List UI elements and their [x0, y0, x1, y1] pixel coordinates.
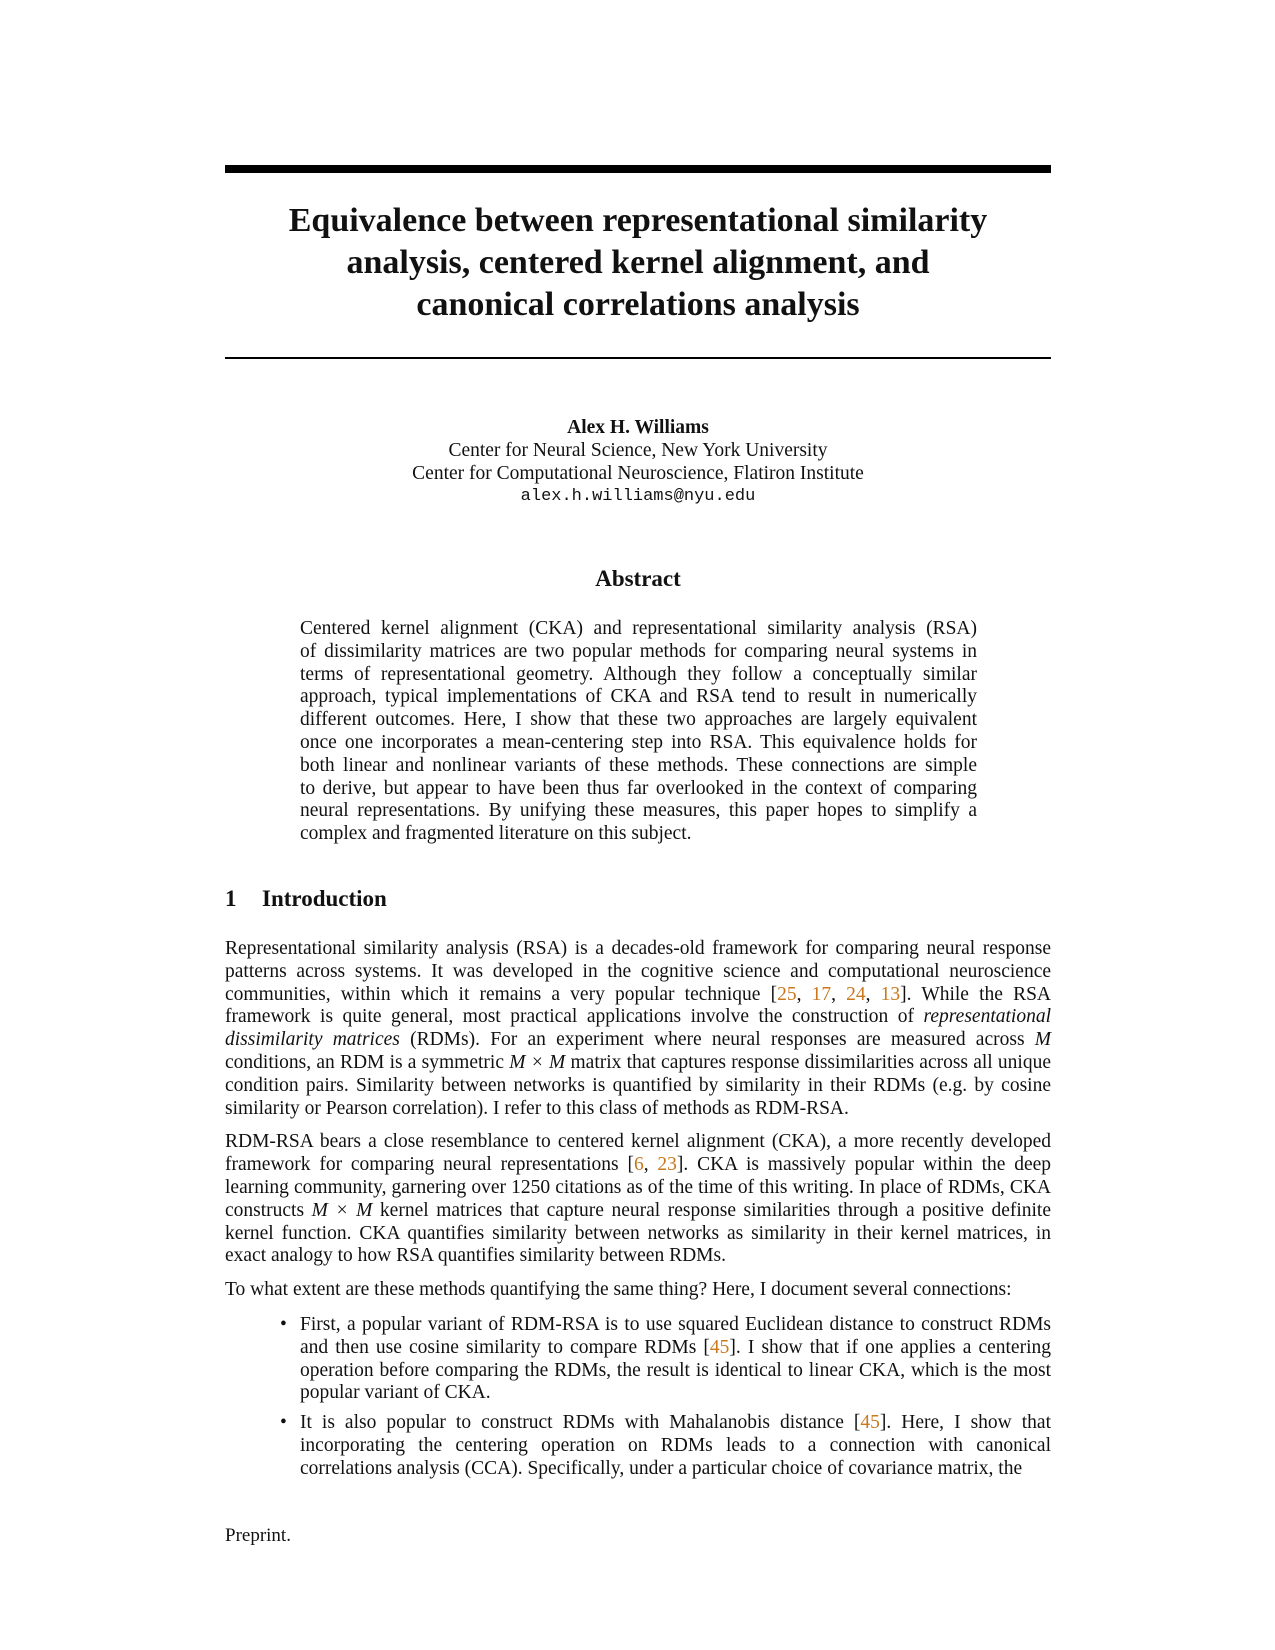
- list-item: [280, 1313, 1051, 1405]
- abstract-line: neural representations. By unifying these measures, this paper hopes to simplify a: [300, 800, 977, 822]
- title-line: canonical correlations analysis: [416, 286, 860, 323]
- introduction-body: [225, 938, 1051, 1488]
- title-line: Equivalence between representational similarity: [288, 202, 988, 239]
- intro-paragraph-2: RDM-RSA bears a close resemblance to centered kernel alignment (CKA), a more recently developed framework for comparing neural representations [6, 23]. CKA is massively popular within the deep learning community, garnering over 1250 citations as of the time of this writing. In place of RDMs, CKA constructs M × M kernel matrices that capture neural response similarities through a positive definite kernel function. CKA quantifies similarity between networks as similarity in their kernel matrices, in exact analogy to how RSA quantifies similarity between RDMs.: [225, 1131, 1052, 1267]
- bullet-icon: •: [280, 1313, 287, 1335]
- text-run: RDM-RSA bears a close resemblance to centered kernel alignment (CKA), a more recently developed framework for comparing neural representations [: [225, 1131, 1051, 1176]
- section-title: Introduction: [262, 886, 387, 911]
- abstract-line: of dissimilarity matrices are two popular methods for comparing neural systems in: [300, 640, 977, 662]
- list-item: [280, 1412, 1051, 1480]
- text-run: Representational similarity analysis (RSA) is a decades-old framework for comparing neural response patterns across systems. It was developed in the cognitive science and computational neuroscience communities, within which it remains a very popular technique [: [225, 938, 1051, 1005]
- text-run: ]. Here, I show that incorporating the centering operation on RDMs leads to a connection with canonical correlations analysis (CCA). Specifically, under a particular choice of covariance matrix, the: [300, 1412, 1051, 1479]
- section-number: 1: [225, 886, 237, 911]
- bullet-icon: •: [280, 1412, 287, 1434]
- math-expression: M × M: [311, 1199, 373, 1221]
- citation-link[interactable]: 24: [846, 983, 866, 1005]
- section-heading: [225, 886, 387, 912]
- top-thick-rule: [225, 165, 1051, 173]
- text-run: ]. While the RSA framework is quite general, most practical applications involve the construction of: [225, 983, 1051, 1028]
- abstract-heading: Abstract: [595, 566, 681, 591]
- author-block: [225, 416, 1051, 508]
- contribution-list: [225, 1314, 1051, 1481]
- abstract-line: terms of representational geometry. Although they follow a conceptually similar: [300, 663, 977, 685]
- abstract-line: both linear and nonlinear variants of these methods. These connections are simple: [300, 754, 977, 776]
- abstract-line: approach, typical implementations of CKA and RSA tend to result in numerically: [300, 686, 977, 708]
- math-symbol: M: [1034, 1029, 1052, 1051]
- abstract-line: Centered kernel alignment (CKA) and representational similarity analysis (RSA): [300, 618, 977, 639]
- text-run: matrix that captures response dissimilarities across all unique condition pairs. Similarity between networks is quantified by similarity in their RDMs (e.g. by cosine similarity or Pearson correlation). I refer to this class of methods as RDM-RSA.: [225, 1051, 1052, 1119]
- text-run: ]. CKA is massively popular within the deep learning community, garnering over 1250 citations as of the time of this writing. In place of RDMs, CKA constructs: [225, 1154, 1052, 1221]
- text-run: ]. I show that if one applies a centering operation before comparing the RDMs, the result is identical to linear CKA, which is the most popular variant of CKA.: [300, 1336, 1051, 1404]
- author-name: Alex H. Williams: [567, 417, 709, 438]
- text-run: It is also popular to construct RDMs with Mahalanobis distance [: [300, 1412, 861, 1434]
- citation-link[interactable]: 45: [860, 1412, 880, 1434]
- abstract-line: complex and fragmented literature on this subject.: [300, 823, 692, 845]
- author-email[interactable]: alex.h.williams@nyu.edu: [520, 487, 756, 506]
- preprint-footer: Preprint.: [225, 1525, 291, 1546]
- title-bottom-rule: [225, 357, 1051, 359]
- author-affiliation-2: Center for Computational Neuroscience, Flatiron Institute: [412, 463, 864, 484]
- abstract-line: to derive, but appear to have been thus far overlooked in the context of comparing: [300, 777, 977, 799]
- math-expression: M × M: [509, 1051, 566, 1073]
- abstract-body: [300, 618, 977, 846]
- intro-paragraph-1: Representational similarity analysis (RSA) is a decades-old framework for comparing neural response patterns across systems. It was developed in the cognitive science and computational neuroscience communities, within which it remains a very popular technique [25, 17, 24, 13]. While the RSA framework is quite general, most practical applications involve the construction of representational dissimilarity matrices (RDMs). For an experiment where neural responses are measured across M conditions, an RDM is a symmetric M × M matrix that captures response dissimilarities across all unique condition pairs. Similarity between networks is quantified by similarity in their RDMs (e.g. by cosine similarity or Pearson correlation). I refer to this class of methods as RDM-RSA.: [225, 938, 1052, 1119]
- title-line: analysis, centered kernel alignment, and: [346, 244, 930, 281]
- text-run: (RDMs). For an experiment where neural responses are measured across: [399, 1029, 1035, 1051]
- citation-link[interactable]: 6: [633, 1154, 644, 1176]
- citation-link[interactable]: 23: [657, 1154, 677, 1176]
- citation-link[interactable]: 13: [880, 983, 901, 1005]
- citation-link[interactable]: 45: [709, 1336, 730, 1358]
- citation-link[interactable]: 17: [811, 983, 832, 1005]
- abstract-line: once one incorporates a mean-centering step into RSA. This equivalence holds for: [300, 731, 977, 753]
- paper-title: [225, 200, 1051, 326]
- citation-link[interactable]: 25: [777, 983, 797, 1005]
- abstract-line: different outcomes. Here, I show that these two approaches are largely equivalent: [300, 709, 977, 731]
- text-run: kernel matrices that capture neural response similarities through a positive definite kernel function. CKA quantifies similarity between networks as similarity in their kernel matrices, in exact analogy to how RSA quantifies similarity between RDMs.: [225, 1199, 1051, 1267]
- intro-paragraph-3: To what extent are these methods quantifying the same thing? Here, I document several connections:: [225, 1279, 1012, 1301]
- text-run: First, a popular variant of RDM-RSA is to use squared Euclidean distance to construct RDMs and then use cosine similarity to compare RDMs [: [300, 1313, 1051, 1358]
- text-run: conditions, an RDM is a symmetric: [225, 1051, 510, 1073]
- author-affiliation-1: Center for Neural Science, New York University: [448, 440, 828, 461]
- emphasis-term: representational dissimilarity matrices: [225, 1006, 1051, 1051]
